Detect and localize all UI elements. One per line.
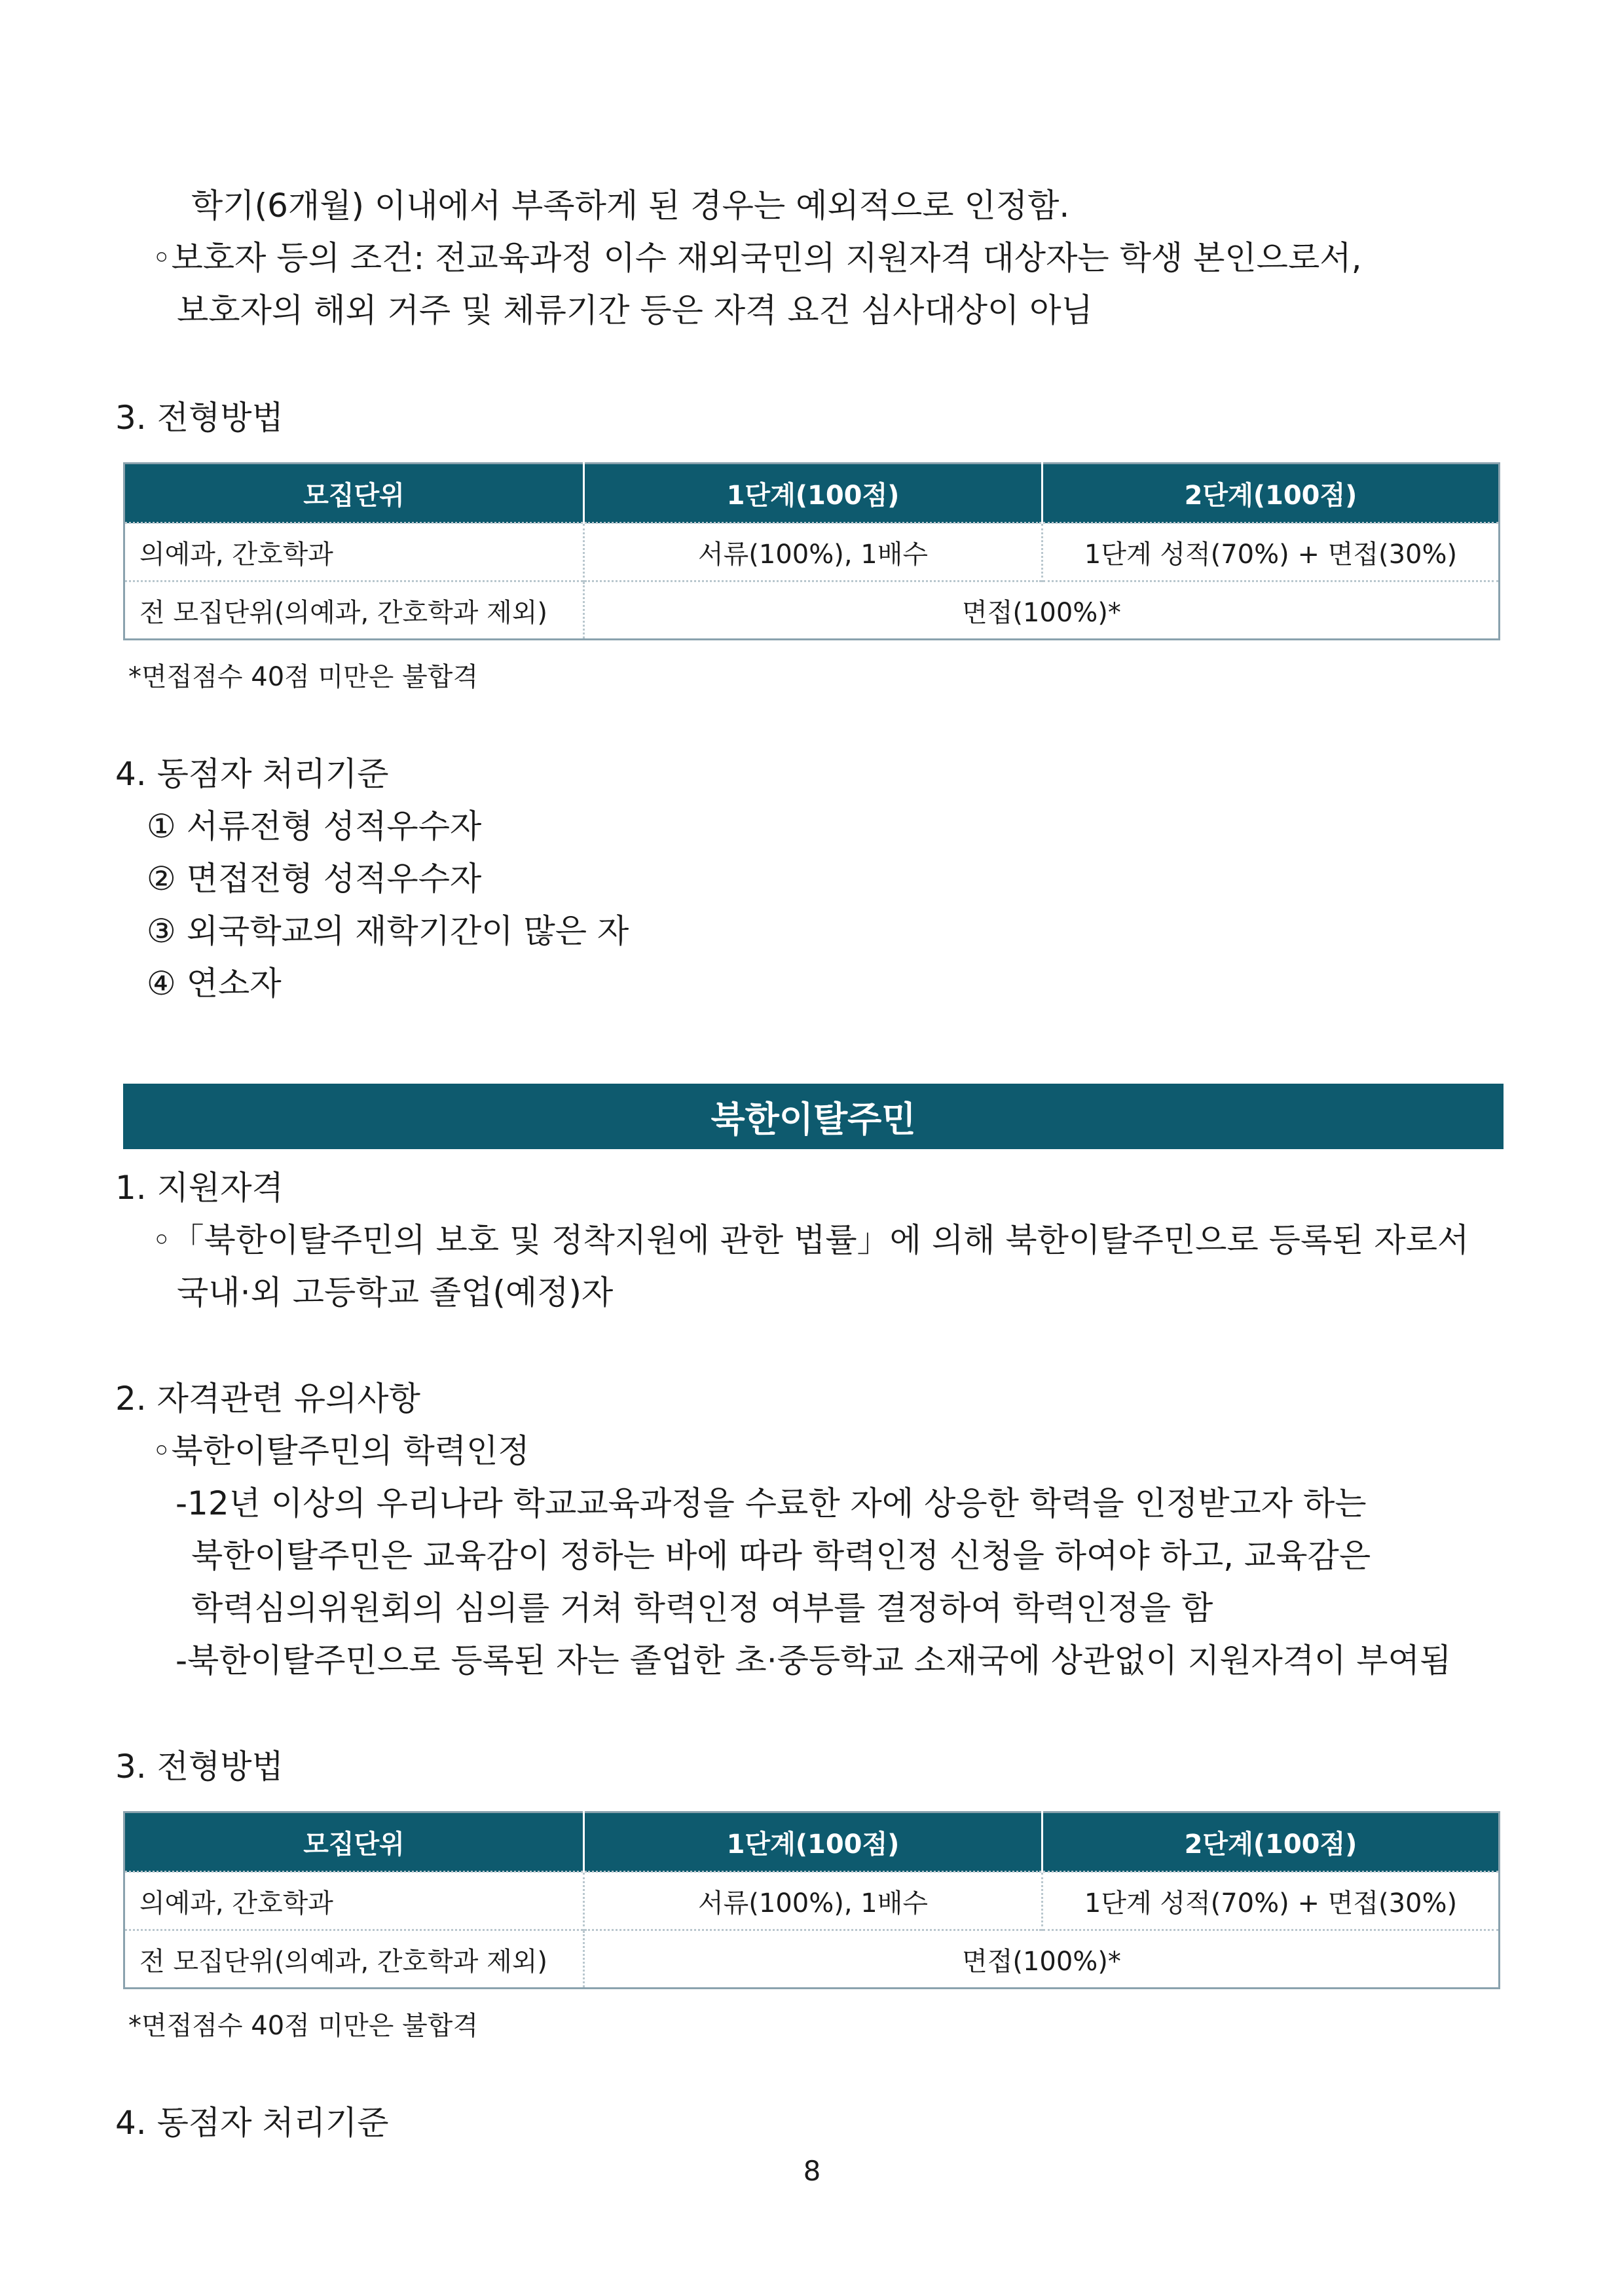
notes-line: 학력심의위원회의 심의를 거쳐 학력인정 여부를 결정하여 학력인정을 함 bbox=[191, 1589, 1213, 1627]
table-footnote: *면접점수 40점 미만은 불합격 bbox=[128, 2011, 479, 2041]
notes-line: -12년 이상의 우리나라 학교교육과정을 수료한 자에 상응한 학력을 인정받고자 하는 bbox=[175, 1484, 1367, 1522]
table-header-cell: 2단계(100점) bbox=[1043, 1812, 1500, 1872]
notes-title: ◦북한이탈주민의 학력인정 bbox=[152, 1432, 530, 1470]
eligibility-line-2: 국내·외 고등학교 졸업(예정)자 bbox=[177, 1274, 614, 1312]
table-header-row bbox=[124, 464, 1500, 523]
table-row bbox=[124, 581, 1500, 640]
continuation-line: 학기(6개월) 이내에서 부족하게 된 경우는 예외적으로 인정함. bbox=[191, 187, 1070, 225]
table-row bbox=[124, 1930, 1500, 1989]
tiebreak-criterion: ③ 외국학교의 재학기간이 많은 자 bbox=[147, 912, 629, 950]
selection-method-table bbox=[123, 462, 1500, 640]
table-header-cell: 2단계(100점) bbox=[1043, 464, 1500, 523]
table-cell: 1단계 성적(70%) + 면접(30%) bbox=[1043, 1872, 1500, 1930]
table-header-row bbox=[124, 1812, 1500, 1872]
guardian-condition-line: ◦보호자 등의 조건: 전교육과정 이수 재외국민의 지원자격 대상자는 학생 본인으로서, bbox=[152, 239, 1362, 277]
notes-line: 북한이탈주민은 교육감이 정하는 바에 따라 학력인정 신청을 하여야 하고, 교육감은 bbox=[191, 1537, 1371, 1575]
section-heading-selection-method: 3. 전형방법 bbox=[115, 1748, 284, 1786]
tiebreak-criterion: ④ 연소자 bbox=[147, 964, 282, 1002]
table-cell: 의예과, 간호학과 bbox=[124, 523, 584, 581]
notes-line: -북한이탈주민으로 등록된 자는 졸업한 초·중등학교 소재국에 상관없이 지원자격이 부여됨 bbox=[175, 1642, 1452, 1680]
table-cell: 면접(100%)* bbox=[584, 1930, 1500, 1989]
eligibility-line: ◦「북한이탈주민의 보호 및 정착지원에 관한 법률」에 의해 북한이탈주민으로 등록된 자로서 bbox=[152, 1221, 1469, 1259]
tiebreak-criterion: ② 면접전형 성적우수자 bbox=[147, 860, 482, 898]
section-banner: 북한이탈주민 bbox=[123, 1084, 1504, 1149]
table-header-cell: 1단계(100점) bbox=[584, 1812, 1043, 1872]
section-heading-selection-method: 3. 전형방법 bbox=[115, 399, 284, 437]
tiebreak-criterion: ① 서류전형 성적우수자 bbox=[147, 807, 482, 845]
page-number: 8 bbox=[803, 2155, 821, 2187]
table-cell: 전 모집단위(의예과, 간호학과 제외) bbox=[124, 1930, 584, 1989]
table-header-cell: 1단계(100점) bbox=[584, 464, 1043, 523]
table-row bbox=[124, 1872, 1500, 1930]
table-cell: 면접(100%)* bbox=[584, 581, 1500, 640]
section-heading-tiebreak: 4. 동점자 처리기준 bbox=[115, 755, 389, 793]
table-cell: 서류(100%), 1배수 bbox=[584, 1872, 1043, 1930]
table-footnote: *면접점수 40점 미만은 불합격 bbox=[128, 662, 479, 692]
table-header-cell: 모집단위 bbox=[124, 464, 584, 523]
guardian-condition-line-2: 보호자의 해외 거주 및 체류기간 등은 자격 요건 심사대상이 아님 bbox=[177, 291, 1093, 329]
selection-method-table bbox=[123, 1811, 1500, 1989]
section-heading-eligibility: 1. 지원자격 bbox=[115, 1169, 284, 1207]
table-cell: 서류(100%), 1배수 bbox=[584, 523, 1043, 581]
table-cell: 의예과, 간호학과 bbox=[124, 1872, 584, 1930]
table-header-cell: 모집단위 bbox=[124, 1812, 584, 1872]
table-cell: 전 모집단위(의예과, 간호학과 제외) bbox=[124, 581, 584, 640]
section-heading-notes: 2. 자격관련 유의사항 bbox=[115, 1380, 420, 1418]
table-cell: 1단계 성적(70%) + 면접(30%) bbox=[1043, 523, 1500, 581]
section-heading-tiebreak: 4. 동점자 처리기준 bbox=[115, 2104, 389, 2142]
table-row bbox=[124, 523, 1500, 581]
